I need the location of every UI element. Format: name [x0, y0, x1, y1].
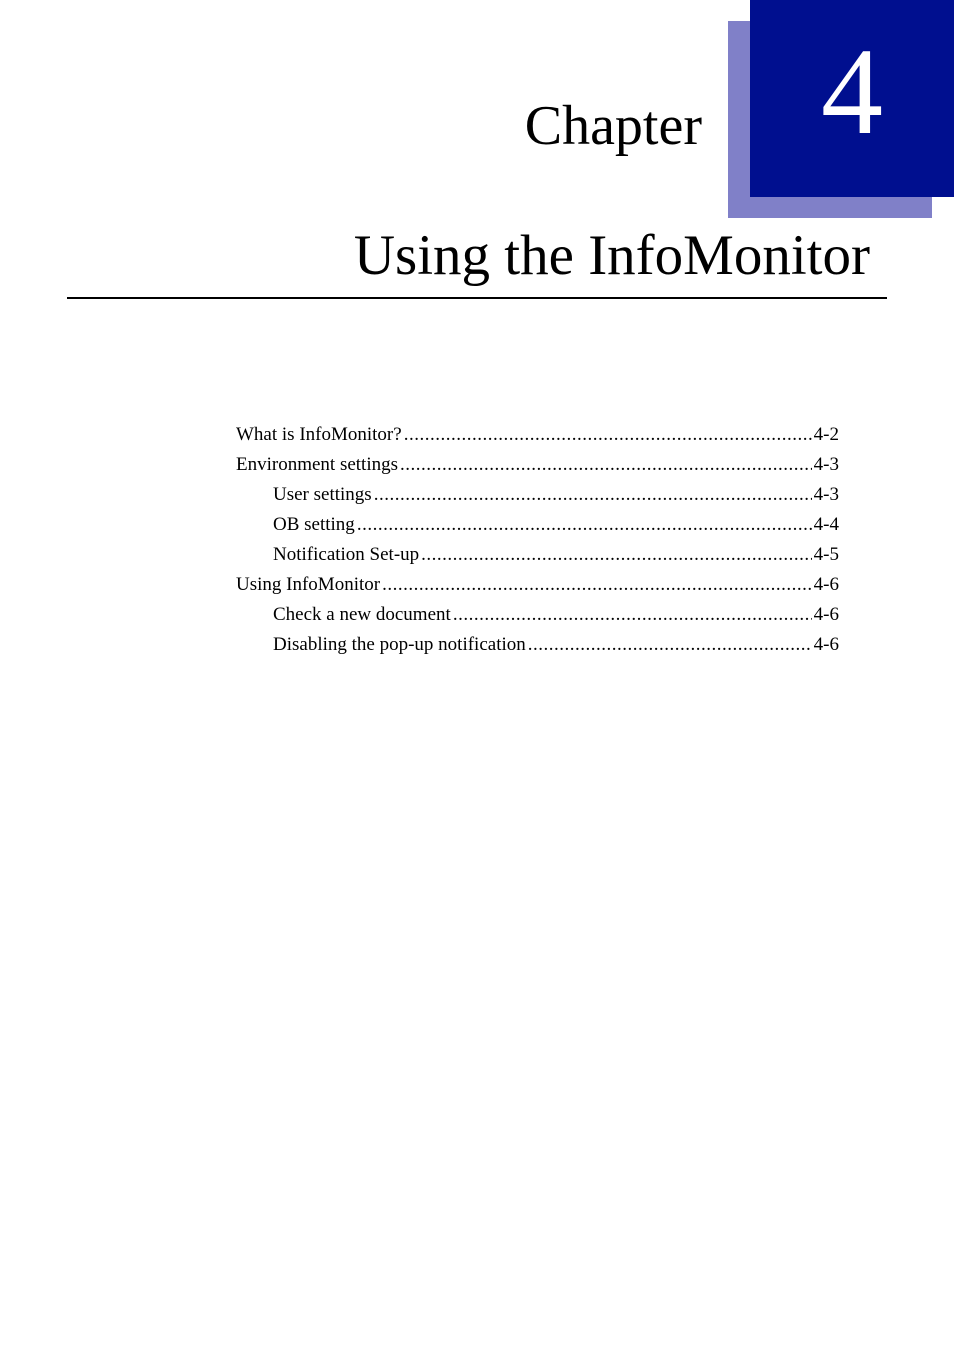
- chapter-title: Using the InfoMonitor: [353, 224, 870, 287]
- toc-entry-page: 4-6: [813, 604, 839, 625]
- toc-entry-page: 4-2: [813, 424, 839, 445]
- toc-entry-page: 4-6: [813, 634, 839, 655]
- title-divider: [67, 297, 887, 299]
- toc-entry-page: 4-3: [813, 484, 839, 505]
- chapter-number: 4: [821, 22, 883, 160]
- toc-leader-dots: [528, 630, 812, 660]
- toc-leader-dots: [404, 420, 812, 450]
- toc-entry-check-new-document[interactable]: [236, 600, 839, 630]
- toc-entry-user-settings[interactable]: [236, 480, 839, 510]
- toc-entry-label: What is InfoMonitor?: [236, 424, 402, 445]
- toc-entry-label: OB setting: [273, 514, 355, 535]
- toc-entry-page: 4-6: [813, 574, 839, 595]
- toc-entry-label: Environment settings: [236, 454, 399, 475]
- toc-entry-page: 4-4: [813, 514, 839, 535]
- chapter-label: Chapter: [524, 95, 702, 157]
- toc-entry-label: Using InfoMonitor: [236, 574, 381, 595]
- toc-entry-ob-setting[interactable]: [236, 510, 839, 540]
- toc-entry-label: Notification Set-up: [273, 544, 420, 565]
- toc-entry-page: 4-3: [813, 454, 839, 475]
- toc-leader-dots: [453, 600, 812, 630]
- toc-entry-label: Disabling the pop-up notification: [273, 634, 526, 655]
- toc-entry-using-infomonitor[interactable]: [236, 570, 839, 600]
- chapter-number-box: [750, 0, 954, 197]
- toc-leader-dots: [421, 540, 812, 570]
- toc-leader-dots: [382, 570, 812, 600]
- toc-leader-dots: [357, 510, 812, 540]
- toc-leader-dots: [400, 450, 812, 480]
- toc-entry-disabling-popup[interactable]: [236, 630, 839, 660]
- toc-entry-notification-setup[interactable]: [236, 540, 839, 570]
- toc-entry-label: Check a new document: [273, 604, 451, 625]
- toc-entry-what-is-infomonitor[interactable]: [236, 420, 839, 450]
- toc-leader-dots: [374, 480, 812, 510]
- table-of-contents: [236, 420, 839, 660]
- toc-entry-environment-settings[interactable]: [236, 450, 839, 480]
- toc-entry-page: 4-5: [813, 544, 839, 565]
- toc-entry-label: User settings: [273, 484, 372, 505]
